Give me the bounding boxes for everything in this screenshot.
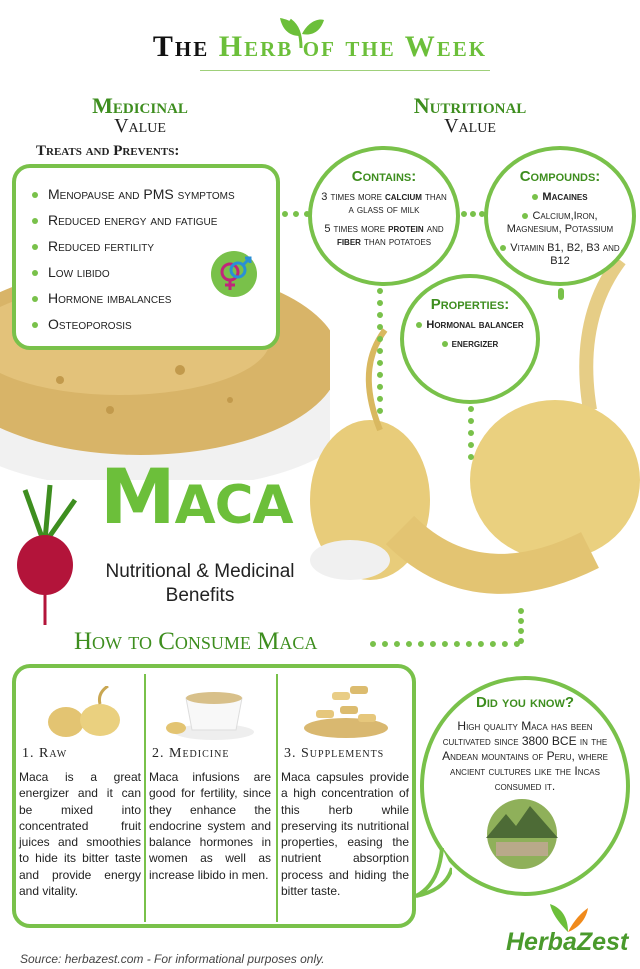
bullet-icon	[32, 296, 38, 302]
compounds-item: Calcium,Iron, Magnesium, Potassium	[506, 210, 614, 235]
treats-box	[12, 164, 280, 350]
connector-dots	[518, 608, 524, 644]
bullet-icon	[32, 322, 38, 328]
medicine-text: Maca infusions are good for fertility, since they enhance the endocrine system and balance hormones in women as well as increase libido in men.	[149, 770, 271, 882]
bullet-icon	[32, 244, 38, 250]
supplements-text: Maca capsules provide a high concentration of this herb while preserving its nutritional properties, easing the nutrient absorption process and hiding the bitter taste.	[281, 770, 409, 899]
connector-dots	[461, 211, 485, 217]
contains-item: 3 times more calcium than a glass of milk	[321, 191, 447, 216]
maca-subtitle: Nutritional & Medicinal Benefits	[105, 561, 295, 606]
compounds-item: Macaines	[496, 191, 624, 204]
contains-circle	[308, 146, 460, 286]
list-item: Reduced fertility	[32, 234, 276, 260]
bullet-icon	[32, 270, 38, 276]
did-you-know-title: Did you know?	[476, 694, 574, 711]
machu-picchu-photo	[486, 798, 558, 870]
raw-column	[16, 668, 144, 924]
medicinal-value-heading: Medicinal Value	[92, 93, 188, 137]
nutritional-value-heading: Nutritional Value	[413, 93, 527, 137]
medicine-heading: 2. Medicine	[152, 746, 230, 761]
supplements-heading: 3. Supplements	[284, 746, 385, 761]
list-item: Hormone imbalances	[32, 286, 276, 312]
compounds-item: Vitamin B1, B2, B3 and B12	[496, 242, 624, 268]
maca-title: Maca	[100, 452, 293, 541]
properties-circle	[400, 274, 540, 404]
supplements-column	[278, 668, 412, 924]
title-divider	[200, 70, 490, 71]
herbazest-logo: HerbaZest	[506, 928, 629, 956]
gender-symbol-icon	[210, 250, 258, 298]
properties-title: Properties:	[430, 296, 510, 313]
compounds-circle	[484, 146, 636, 286]
how-to-consume-heading: How to Consume Maca	[74, 628, 318, 655]
connector-dots	[282, 211, 310, 217]
capsules-illustration	[296, 682, 396, 742]
raw-maca-illustration	[36, 686, 126, 742]
connector-dots	[370, 641, 520, 647]
page-title: The Herb of the Week	[152, 30, 488, 63]
connector-dots	[377, 288, 383, 414]
list-item: Low libido	[32, 260, 276, 286]
medicine-column	[146, 668, 274, 924]
compounds-title: Compounds:	[519, 168, 601, 185]
contains-item: 5 times more protein and fiber than potatoes	[324, 223, 444, 248]
contains-title: Contains:	[351, 168, 417, 185]
bubble-tail	[412, 848, 452, 898]
consume-table	[12, 664, 416, 928]
properties-item: energizer	[412, 338, 528, 351]
list-item: Reduced energy and fatigue	[32, 208, 276, 234]
did-you-know-text: High quality Maca has been cultivated since 3800 BCE in the Andean mountains of Peru, where ancient cultures like the Incas consumed it.	[442, 719, 608, 793]
bullet-icon	[32, 192, 38, 198]
source-note: Source: herbazest.com - For informational purposes only.	[20, 952, 325, 966]
connector-dots	[468, 406, 474, 460]
raw-text: Maca is a great energizer and it can be mixed into concentrated fruit juices and smoothies to hide its bitter taste and provide energy and vitality.	[19, 770, 141, 899]
raw-heading: 1. Raw	[22, 746, 68, 761]
tea-cup-illustration	[164, 678, 258, 742]
connector-dots	[558, 288, 564, 300]
properties-item: Hormonal balancer	[412, 319, 528, 332]
list-item: Menopause and PMS symptoms	[32, 182, 276, 208]
red-maca-root-illustration	[5, 480, 85, 630]
bullet-icon	[32, 218, 38, 224]
list-item: Osteoporosis	[32, 312, 276, 338]
treats-label: Treats and Prevents:	[36, 143, 180, 159]
